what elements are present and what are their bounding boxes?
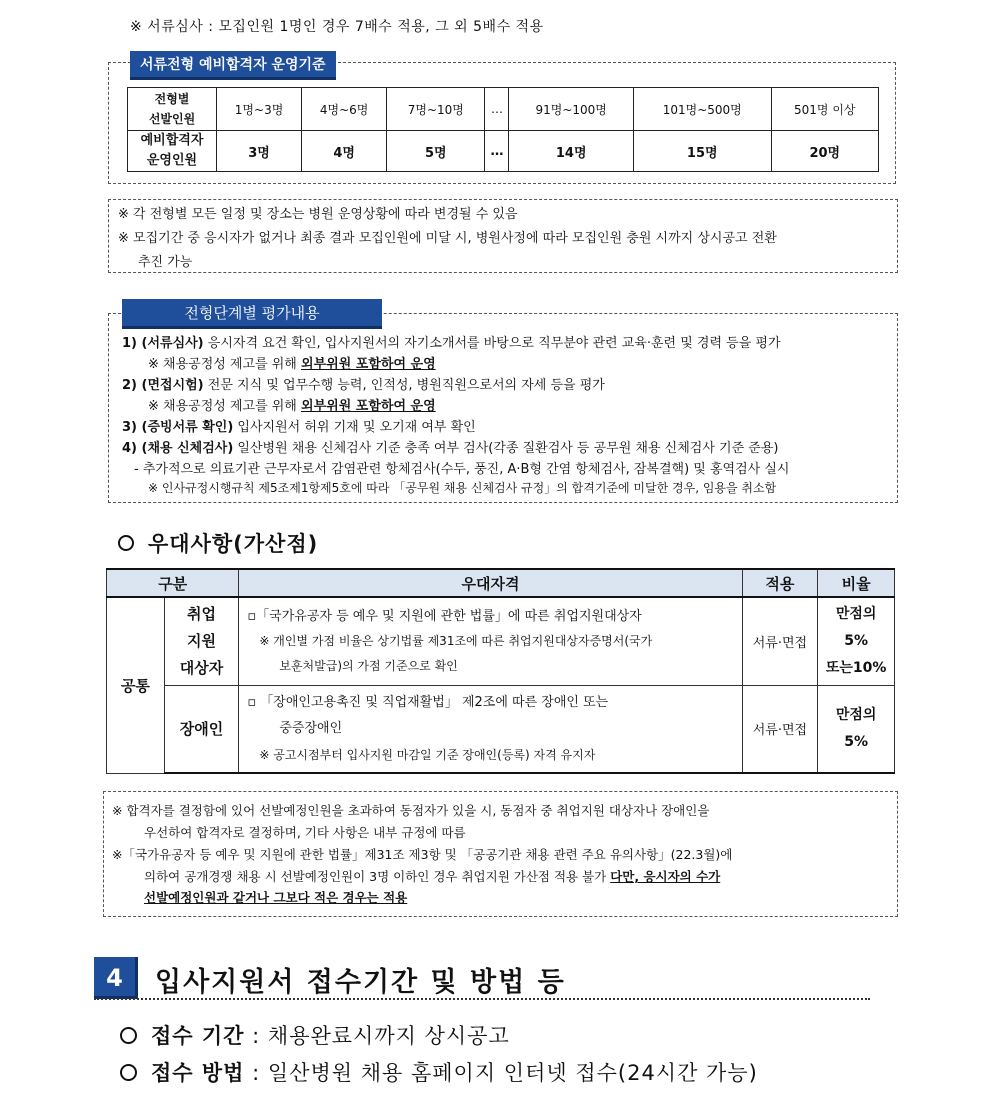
eval-item-4-sub: - 추가적으로 의료기관 근무자로서 감염관련 항체검사(수두, 풍진, A·B형 간염 항체검사, 잠복결핵) 및 홍역검사 실시 bbox=[134, 462, 790, 477]
note2-line: 선발예정인원과 같거나 그보다 적은 경우는 적용 bbox=[144, 890, 408, 905]
eval-label: 전형단계별 평가내용 bbox=[122, 299, 382, 329]
count-cell: 3명 bbox=[217, 131, 302, 172]
reserve-table bbox=[127, 87, 879, 172]
range-cell: 1명~3명 bbox=[217, 88, 302, 131]
count-cell: 20명 bbox=[771, 131, 878, 172]
range-cell: 91명~100명 bbox=[509, 88, 633, 131]
eval-item-3: 3) (증빙서류 확인) 입사지원서 허위 기재 및 오기재 여부 확인 bbox=[122, 420, 476, 435]
range-cell: … bbox=[485, 88, 509, 131]
note-line: 추진 가능 bbox=[138, 255, 193, 270]
count-cell: 4명 bbox=[302, 131, 387, 172]
eval-item-1: 1) (서류심사) 응시자격 요건 확인, 입사지원서의 자기소개서를 바탕으로 직무분야 관련 교육·훈련 및 경력 등을 평가 bbox=[122, 336, 781, 351]
pref-header-qualification: 우대자격 bbox=[239, 569, 742, 597]
count-cell: 5명 bbox=[387, 131, 485, 172]
reserve-label: 서류전형 예비합격자 운영기준 bbox=[130, 51, 336, 80]
pref-header-ratio: 비율 bbox=[818, 569, 895, 597]
count-cell: 15명 bbox=[633, 131, 771, 172]
pref-apply-2: 서류·면접 bbox=[742, 685, 818, 773]
note-line: ※ 모집기간 중 응시자가 없거나 최종 결과 모집인원에 미달 시, 병원사정에 따라 모집인원 충원 시까지 상시공고 전환 bbox=[118, 231, 777, 246]
pref-group: 공통 bbox=[107, 597, 165, 773]
top-note: ※ 서류심사 : 모집인원 1명인 경우 7배수 적용, 그 외 5배수 적용 bbox=[130, 19, 544, 35]
eval-item-2-note: ※ 채용공정성 제고를 위해 외부위원 포함하여 운영 bbox=[148, 399, 436, 414]
pref-title: 우대사항(가산점) bbox=[118, 528, 318, 558]
note-line: ※ 각 전형별 모든 일정 및 장소는 병원 운영상황에 따라 변경될 수 있음 bbox=[118, 207, 518, 222]
pref-qualification-2: ▫ 「장애인고용촉진 및 직업재활법」 제2조에 따른 장애인 또는 중증장애인 ※ 공고시점부터 입사지원 마감일 기준 장애인(등록) 자격 유지자 bbox=[239, 685, 742, 773]
pref-header-apply: 적용 bbox=[742, 569, 818, 597]
reception-method: 접수 방법 : 일산병원 채용 홈페이지 인터넷 접수(24시간 가능) bbox=[120, 1057, 758, 1087]
eval-item-2: 2) (면접시험) 전문 지식 및 업무수행 능력, 인적성, 병원직원으로서의 자세 등을 평가 bbox=[122, 378, 605, 393]
count-cell: 14명 bbox=[509, 131, 633, 172]
pref-qualification-1: ▫「국가유공자 등 예우 및 지원에 관한 법률」에 따른 취업지원대상자 ※ 개인별 가점 비율은 상기법률 제31조에 따른 취업지원대상자증명서(국가 보훈처발급)의 가점 기준으로 확인 bbox=[239, 597, 742, 685]
pref-ratio-1: 만점의 5% 또는10% bbox=[818, 597, 895, 685]
circle-bullet-icon bbox=[120, 1027, 137, 1044]
circle-bullet-icon bbox=[120, 1064, 137, 1081]
eval-item-4-note: ※ 인사규정시행규칙 제5조제1항제5호에 따라 「공무원 채용 신체검사 규정」의 합격기준에 미달한 경우, 임용을 취소함 bbox=[148, 481, 777, 495]
pref-category-2: 장애인 bbox=[164, 685, 239, 773]
range-cell: 501명 이상 bbox=[771, 88, 878, 131]
section-number-badge: 4 bbox=[94, 957, 138, 999]
reserve-row2-header: 예비합격자 운영인원 bbox=[128, 131, 217, 172]
note2-line: 우선하여 합격자로 결정하며, 기타 사항은 내부 규정에 따름 bbox=[144, 825, 466, 840]
eval-item-1-note: ※ 채용공정성 제고를 위해 외부위원 포함하여 운영 bbox=[148, 357, 436, 372]
range-cell: 7명~10명 bbox=[387, 88, 485, 131]
count-cell: … bbox=[485, 131, 509, 172]
pref-table bbox=[106, 568, 895, 774]
reception-period: 접수 기간 : 채용완료시까지 상시공고 bbox=[120, 1020, 510, 1050]
range-cell: 101명~500명 bbox=[633, 88, 771, 131]
pref-ratio-2: 만점의 5% bbox=[818, 685, 895, 773]
section-title: 입사지원서 접수기간 및 방법 등 bbox=[155, 967, 566, 998]
eval-item-4: 4) (채용 신체검사) 일산병원 채용 신체검사 기준 충족 여부 검사(각종 질환검사 등 공무원 채용 신체검사 기준 준용) bbox=[122, 441, 779, 456]
note2-line: 의하여 공개경쟁 채용 시 선발예정인원이 3명 이하인 경우 취업지원 가산점 적용 불가 다만, 응시자의 수가 bbox=[144, 869, 721, 884]
pref-category-1: 취업 지원 대상자 bbox=[164, 597, 239, 685]
range-cell: 4명~6명 bbox=[302, 88, 387, 131]
pref-apply-1: 서류·면접 bbox=[742, 597, 818, 685]
section-divider bbox=[94, 998, 870, 1000]
note2-line: ※「국가유공자 등 예우 및 지원에 관한 법률」제31조 제3항 및 「공공기관 채용 관련 주요 유의사항」(22.3월)에 bbox=[112, 847, 733, 862]
note2-line: ※ 합격자를 결정함에 있어 선발예정인원을 초과하여 동점자가 있을 시, 동점자 중 취업지원 대상자나 장애인을 bbox=[112, 803, 710, 818]
pref-header-category: 구분 bbox=[107, 569, 239, 597]
circle-bullet-icon bbox=[118, 535, 134, 551]
reserve-row1-header: 전형별 선발인원 bbox=[128, 88, 217, 131]
